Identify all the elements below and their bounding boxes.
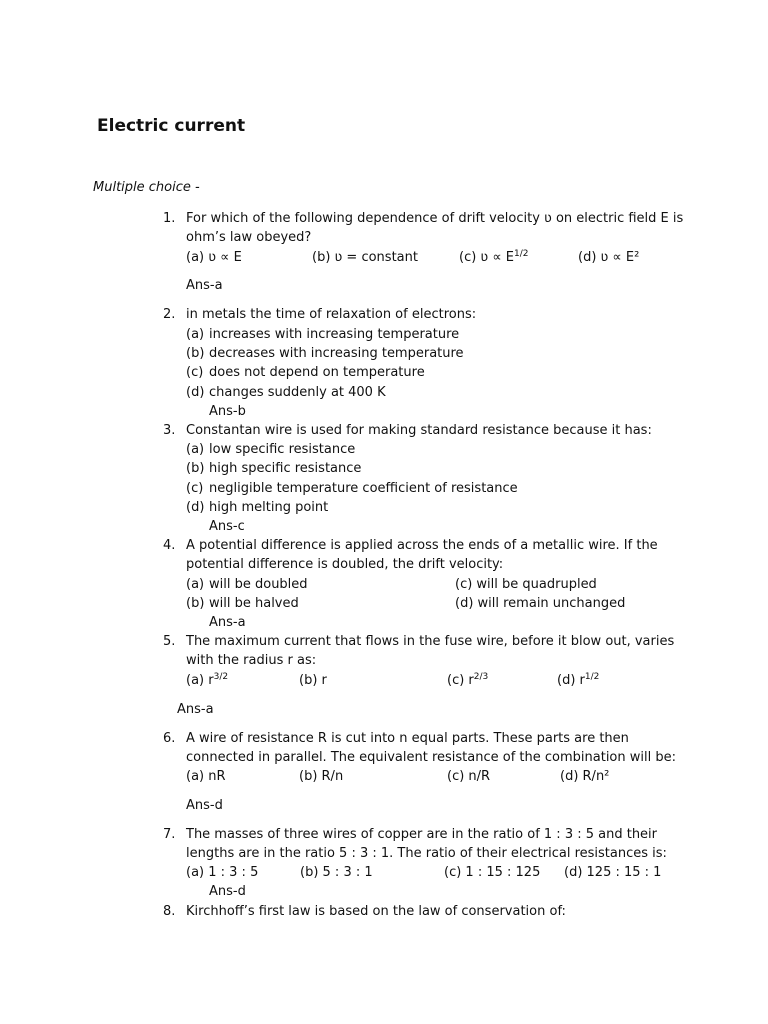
section-subtitle: Multiple choice -	[93, 180, 200, 195]
option-label: (c)	[186, 365, 204, 380]
option-label: (b)	[186, 461, 205, 476]
question-number: 8.	[163, 904, 176, 919]
option-b: (b) r	[299, 673, 327, 688]
question-text: The maximum current that flows in the fuse wire, before it blow out, varies	[186, 634, 675, 649]
option-a: (a) $r^{3/2}$	[186, 672, 229, 688]
option-c: (c) n/R	[447, 769, 491, 784]
option-text: decreases with increasing temperature	[209, 346, 464, 361]
option-d: (d) $r^{1/2}$	[557, 672, 600, 688]
answer: Ans-c	[209, 519, 245, 534]
option-text: changes suddenly at 400 K	[209, 385, 386, 400]
option-b: (b) ʋ = constant	[312, 250, 418, 265]
question-number: 2.	[163, 307, 176, 322]
option-b: will be halved	[209, 596, 299, 611]
question-number: 1.	[163, 211, 176, 226]
question-text: potential difference is doubled, the drift velocity:	[186, 557, 504, 572]
option-text: low specific resistance	[209, 442, 356, 457]
option-d: (d) will remain unchanged	[455, 596, 626, 611]
option-label: (b)	[186, 346, 205, 361]
option-d: (d) R/n²	[560, 769, 610, 784]
answer: Ans-a	[186, 278, 223, 293]
option-a: will be doubled	[209, 577, 308, 592]
option-a: (a) 1 : 3 : 5	[186, 865, 259, 880]
option-a: (a) ʋ ∝ E	[186, 250, 242, 265]
question-number: 7.	[163, 827, 176, 842]
option-text: increases with increasing temperature	[209, 327, 460, 342]
answer: Ans-a	[177, 702, 214, 717]
question-text: For which of the following dependence of drift velocity ʋ on electric field E is	[186, 211, 684, 226]
option-label: (d)	[186, 385, 205, 400]
question-number: 6.	[163, 731, 176, 746]
question-text: connected in parallel. The equivalent resistance of the combination will be:	[186, 750, 676, 765]
answer: Ans-d	[209, 884, 246, 899]
question-number: 5.	[163, 634, 176, 649]
question-text: The masses of three wires of copper are in the ratio of 1 : 3 : 5 and their	[186, 827, 658, 842]
option-label: (c)	[186, 481, 204, 496]
answer: Ans-a	[209, 615, 246, 630]
answer: Ans-d	[186, 798, 223, 813]
option-text: negligible temperature coefficient of resistance	[209, 481, 518, 496]
question-text: Constantan wire is used for making standard resistance because it has:	[186, 423, 652, 438]
question-number: 3.	[163, 423, 176, 438]
option-c: (c) will be quadrupled	[455, 577, 597, 592]
document-title: Electric current	[97, 116, 246, 136]
option-text: does not depend on temperature	[209, 365, 425, 380]
option-label: (d)	[186, 500, 205, 515]
option-label: (a)	[186, 327, 205, 342]
question-text: lengths are in the ratio 5 : 3 : 1. The ratio of their electrical resistances is:	[186, 846, 667, 861]
option-b: (b) R/n	[299, 769, 344, 784]
option-label: (b)	[186, 596, 205, 611]
option-c: (c) ʋ ∝ $E^{1/2}$	[459, 249, 529, 265]
option-d: (d) 125 : 15 : 1	[564, 865, 662, 880]
option-c: (c) 1 : 15 : 125	[444, 865, 541, 880]
question-text: ohm’s law obeyed?	[186, 230, 312, 245]
option-d: (d) ʋ ∝ E²	[578, 250, 640, 265]
question-text: A potential difference is applied across the ends of a metallic wire. If the	[186, 538, 658, 553]
option-text: high melting point	[209, 500, 329, 515]
question-number: 4.	[163, 538, 176, 553]
option-a: (a) nR	[186, 769, 226, 784]
option-text: high specific resistance	[209, 461, 362, 476]
question-text: A wire of resistance R is cut into n equal parts. These parts are then	[186, 731, 629, 746]
option-b: (b) 5 : 3 : 1	[300, 865, 373, 880]
option-c: (c) $r^{2/3}$	[447, 672, 489, 688]
question-text: Kirchhoff’s first law is based on the law of conservation of:	[186, 904, 566, 919]
question-text: with the radius r as:	[186, 653, 317, 668]
option-label: (a)	[186, 442, 205, 457]
option-label: (a)	[186, 577, 205, 592]
question-text: in metals the time of relaxation of electrons:	[186, 307, 477, 322]
answer: Ans-b	[209, 404, 246, 419]
